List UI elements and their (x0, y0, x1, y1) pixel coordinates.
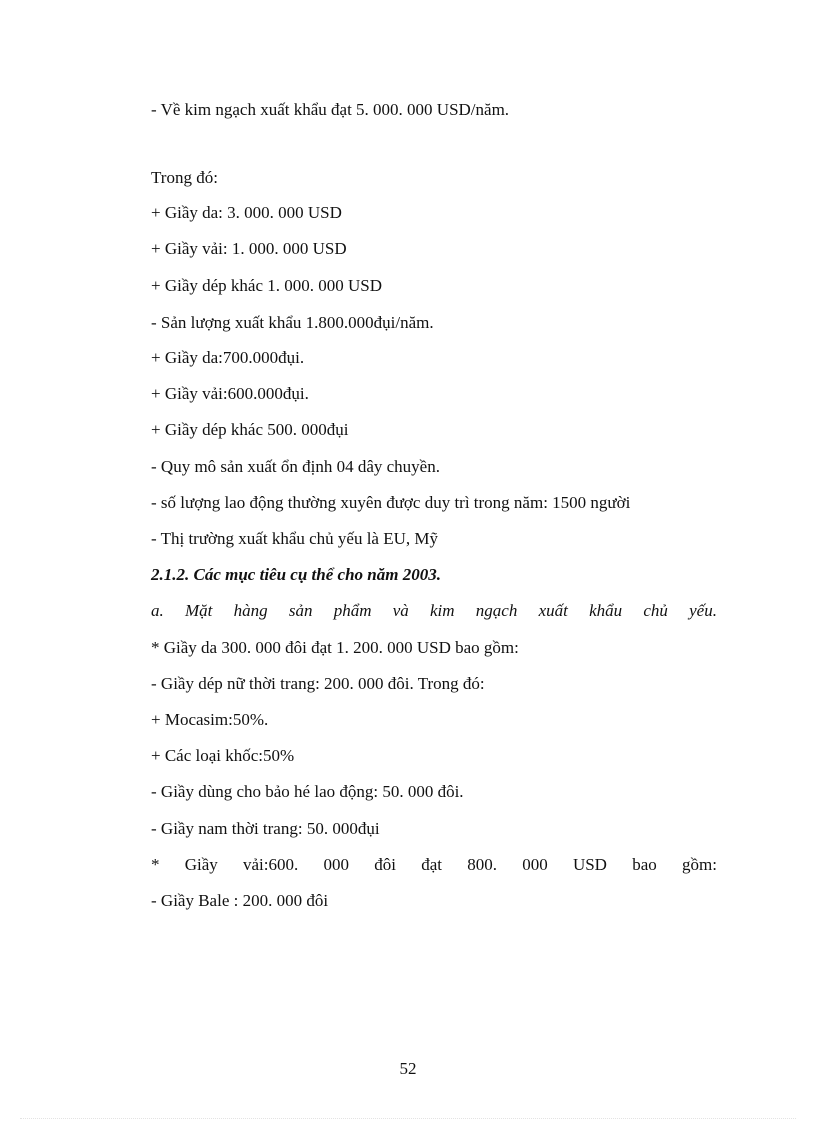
text-line: + Các loại khốc:50% (151, 746, 295, 765)
page-number: 52 (399, 1059, 417, 1078)
justified-word: hàng (233, 601, 268, 620)
text-line: + Giầy dép khác 500. 000đụi (151, 420, 349, 439)
text-line: - Quy mô sản xuất ổn định 04 dây chuyền. (151, 457, 440, 476)
text-line-justified (151, 855, 717, 875)
justified-word: Mặt (184, 601, 213, 620)
justified-word: xuất (538, 601, 568, 620)
text-line: + Giầy da: 3. 000. 000 USD (151, 203, 342, 222)
justified-word: * (151, 855, 160, 874)
page-bottom-rule (20, 1118, 796, 1119)
justified-word: Giầy (184, 855, 218, 874)
section-heading: 2.1.2. Các mục tiêu cụ thể cho năm 2003. (151, 565, 441, 584)
justified-word: gồm: (681, 855, 717, 874)
text-line: * Giầy da 300. 000 đôi đạt 1. 200. 000 USD bao gồm: (151, 638, 519, 657)
justified-word: đôi (374, 855, 396, 874)
justified-word: chủ (643, 601, 668, 620)
text-line: - số lượng lao động thường xuyên được duy trì trong năm: 1500 người (151, 493, 631, 512)
justified-word: đạt (421, 855, 442, 874)
justified-word: 800. (467, 855, 497, 874)
text-line: + Giầy vải: 1. 000. 000 USD (151, 239, 347, 258)
justified-word: vải:600. (243, 855, 299, 874)
justified-word: 000 (323, 855, 349, 874)
justified-word: phẩm (333, 601, 372, 620)
justified-word: USD (572, 855, 607, 874)
text-line: - Giầy dùng cho bảo hé lao động: 50. 000 đôi. (151, 782, 464, 801)
text-line: Trong đó: (151, 168, 218, 187)
justified-word: ngạch (475, 601, 518, 620)
text-line: - Sản lượng xuất khẩu 1.800.000đụi/năm. (151, 313, 434, 332)
justified-word: 000 (522, 855, 548, 874)
text-line: - Giầy dép nữ thời trang: 200. 000 đôi. Trong đó: (151, 674, 485, 693)
text-line: - Về kim ngạch xuất khẩu đạt 5. 000. 000 USD/năm. (151, 100, 510, 119)
text-line: + Giầy dép khác 1. 000. 000 USD (151, 276, 383, 295)
text-line: - Thị trường xuất khẩu chủ yếu là EU, Mỹ (151, 529, 438, 548)
justified-word: yếu. (689, 601, 717, 620)
text-line: - Giầy Bale : 200. 000 đôi (151, 891, 329, 910)
text-line: - Giầy nam thời trang: 50. 000đụi (151, 819, 380, 838)
justified-word: kim (430, 601, 455, 620)
text-line: + Giầy vải:600.000đụi. (151, 384, 309, 403)
text-line: + Mocasim:50%. (151, 710, 269, 729)
text-line: + Giầy da:700.000đụi. (151, 348, 305, 367)
justified-word: a. (151, 601, 164, 620)
justified-word: khẩu (589, 601, 623, 620)
subheading-justified (151, 601, 717, 621)
justified-word: và (392, 601, 409, 620)
justified-word: bao (632, 855, 657, 874)
justified-word: sản (288, 601, 313, 620)
